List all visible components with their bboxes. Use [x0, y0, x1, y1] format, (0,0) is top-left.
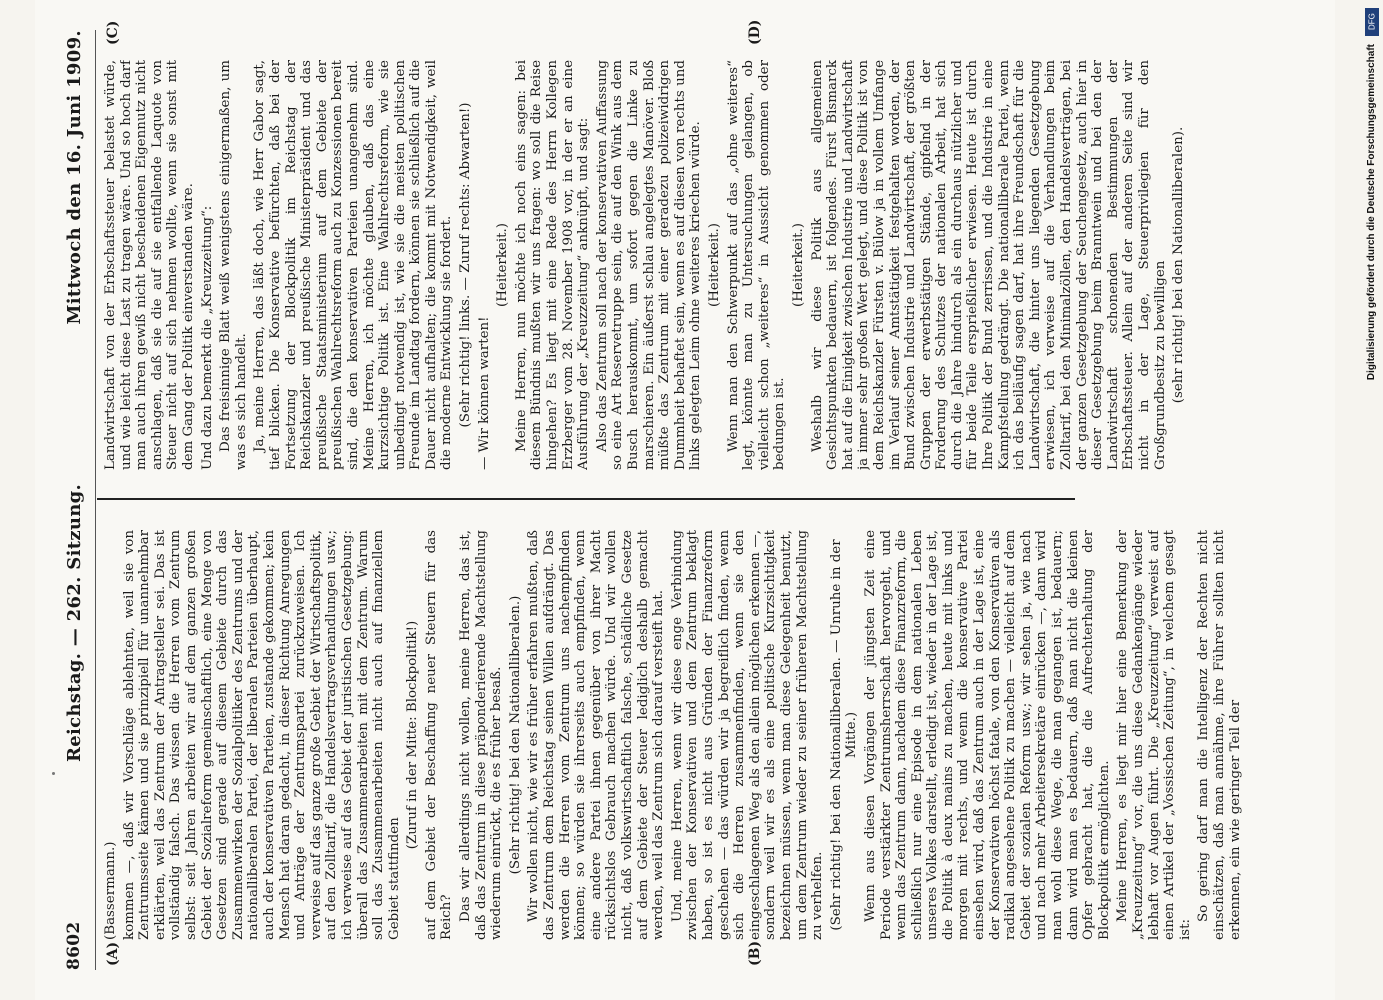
paragraph: Und dazu bemerkt die „Kreuzzeitung“:: [199, 205, 215, 470]
page-header: [53, 30, 95, 970]
paragraph: Weshalb wir diese Politik aus allgemeinen Gesichtspunkten bedauern, ist folgendes. Fürst Bismarck hat auf die Einigkeit zwischen Industrie und Landwirtschaft ja immer sehr großen Wert gelegt, und diese Politik ist von dem Reichskanzler Fürsten v. Bülow ja in vollem Umfange im Verlauf seiner Amtstätigkeit festgehalten worden, der Bund zwischen Industrie und Landwirtschaft, der größten Gruppen der erwerbstätigen Stände, gipfelnd in der Forderung des Schutzes der nationalen Arbeit, hat sich durch die Jahre hindurch als ein durchaus nützlicher und für beide Teile ersprießlicher erwiesen. Heute ist durch Ihre Politik der Bund zerrissen, und die Industrie in eine Kampfstellung gedrängt. Die nationalliberale Partei, wenn ich das beiläufig sagen darf, hat ihre Freundschaft für die Landwirtschaft, die hinter uns liegenden Gesetzgebung erwiesen, ich verweise auf die Verhandlungen beim Zolltarif, bei den Minimalzöllen, den Handelsverträgen, bei der ganzen Gesetzgebung der Seuchengesetz, auch hier in dieser Gesetzgebung beim Branntwein und bei den der Landwirtschaft schonenden Bestimmungen der Erbschaftssteuer. Allein auf der anderen Seite sind wir nicht in der Lage, Steuerprivilegien für den Großgrundbesitz zu bewilligen: [809, 60, 1168, 470]
column-divider: [97, 498, 1075, 500]
right-text-column: [103, 60, 1315, 470]
paragraph: Das wir allerdings nicht wollen, meine Herren, das ist, daß das Zentrum in diese präponderierende Machtstellung wiederum einrückt, die es früher besaß.: [458, 530, 505, 940]
paragraph: Wenn aus diesen Vorgängen der jüngsten Zeit eine Periode verstärkter Zentrumsherrschaft hervorgeht, und wenn das Zentrum dann, nachdem diese Finanzreform, die schließlich nur eine Episode in dem nationalen Leben unseres Volkes darstellt, erledigt ist, wieder in der Lage ist, die Politik à deux mains zu machen, heute mit links und morgen mit rechts, und wenn die konservative Partei einsehen wird, daß das Zentrum auch in der Lage ist, eine der Konservativen höchst fatale, von den Konservativen als radikal angesehene Politik zu machen — vielleicht auf dem Gebiet der sozialen Reform usw.; wir sehen ja, wie nach und nach mehr Arbeitersekretäre einrücken —, dann wird man wohl diese Wege, die man gegangen ist, bedauern; dann wird man es bedauern, daß man nicht die kleinen Opfer gebracht hat, die die Aufrechterhaltung der Blockpolitik ermöglichten.: [862, 530, 1112, 940]
interjection: (Sehr richtig! bei den Nationalliberalen. — Unruhe in der Mitte.): [828, 539, 860, 931]
paragraph: Wenn man den Schwerpunkt auf das „ohne weiteres“ legt, könnte man zu Untersuchungen gelangen, ob vielleicht schon „weiteres“ in Aussicht genommen oder bedungen ist.: [725, 60, 788, 470]
paragraph: Und, meine Herren, wenn wir diese enge Verbindung zwischen der Konservativen und dem Zentrum beklagt haben, so ist es nicht aus Gründen der Finanzreform geschehen — das würden wir ja begreiflich finden, wenn sich die Herren zusammenfinden, wenn sie den eingeschlagenen Weg als den allein möglichen erkennen —, sondern weil wir es als eine politische Kurzsichtigkeit bezeichnen müssen, wenn man diese Gelegenheit benutzt, um dem Zentrum wieder zu seiner früheren Machtstellung zu verhelfen.: [669, 530, 826, 940]
margin-mark-d: (D): [747, 19, 763, 45]
paragraph: kommen —, daß wir Vorschläge ablehnten, weil sie von Zentrumsseite kämen und sie prinzipiell für unannehmbar erklärten, weil das Zentrum der Antragsteller sei. Das ist vollständig falsch. Das wissen die Herren vom Zentrum selbst: seit Jahren arbeiten wir auf dem ganzen großen Gebiet der Sozialreform gemeinschaftlich, eine Menge von Gesetzen sind gerade auf diesem Gebiete durch das Zusammenwirken der Sozialpolitiker des Zentrums und der nationalliberalen Partei, der liberalen Parteien überhaupt, auch der konservativen Parteien, zustande gekommen; kein Mensch hat daran gedacht, in dieser Richtung Anregungen und Anträge der Zentrumspartei zurückzuweisen. Ich verweise auf das ganze große Gebiet der Wirtschaftspolitik, auf den Zolltarif, die Handelsvertragsverhandlungen usw.; ich verweise auf das Gebiet der juristischen Gesetzgebung: überall das Zusammenarbeiten mit dem Zentrum. Warum soll das Zusammenarbeiten nicht auch auf finanziellem Gebiet stattfinden: [121, 530, 402, 940]
interjection: (Heiterkeit.): [706, 223, 722, 307]
rotated-document-page: [35, 0, 1335, 1000]
margin-mark-b: (B): [747, 940, 763, 966]
margin-mark-a: (A): [105, 941, 121, 966]
paragraph: Ja, meine Herren, das läßt doch, wie Herr Gabor sagt, tief blicken. Die Konservative befürchten, daß bei der Fortsetzung der Blockpolitik im Reichstag der Reichskanzler und preußische Ministerpräsident und das preußische Staatsministerium auf dem Gebiete der preußischen Wahlrechtsreform auch zu Konzessionen bereit sind, die den konservativen Parteien unangenehm sind. Meine Herren, ich möchte glauben, daß das eine kurzsichtige Politik ist. Eine Wahlrechtsreform, wie sie unbedingt notwendig ist, wie sie die meisten politischen Freunde im Landtag fordern, können sie schließlich auf die Dauer nicht aufhalten; die kommt mit Notwendigkeit, weil die moderne Entwicklung sie fordert.: [252, 60, 455, 470]
header-rule: [95, 30, 96, 970]
paragraph: Meine Herren, nun möchte ich noch eins sagen: bei diesem Bündnis mußten wir uns fragen: wo soll die Reise hingehen? Es liegt mit eine Rede des Herrn Kollegen Erzberger vom 28. November 1908 vor, in der er an eine Ausführung der „Kreuzzeitung“ anknüpft, und sagt:: [513, 60, 592, 470]
left-text-column: [103, 530, 1315, 940]
paragraph: Also das Zentrum soll nach der konservativen Auffassung so eine Art Reservetruppe sein, die auf den Wink aus dem Busch herauskommt, um sofort gegen die Linke zu marschieren. Ein äußerst schlau angelegtes Manöver. Bloß müßte das Zentrum mit einer geradezu polizeiwidrigen Dummheit behaftet sein, wenn es auf diesen von rechts und links gelegten Leim ohne weiteres kriechen würde.: [594, 60, 704, 470]
interjection: (Sehr richtig! bei den Nationalliberalen.): [507, 595, 523, 875]
page-number: 8602: [64, 921, 84, 970]
dfg-logo: DFG: [1365, 8, 1379, 36]
interjection: (Heiterkeit.): [495, 223, 511, 307]
paragraph: — Wir können warten!: [476, 316, 492, 470]
paragraph: Wir wollen nicht, wie wir es früher erfahren mußten, daß das Zentrum dem Reichstag seinen Willen aufdrängt. Das werden die Herren vom Zentrum uns nachempfinden können; so würden sie ihrerseits auch empfinden, wenn eine andere Partei ihnen gegenüber von ihrer Macht rücksichtslos Gebrauch machen würde. Und wir wollen nicht, daß volkswirtschaftlich falsche, schädliche Gesetze auf dem Gebiete der Steuer lediglich deshalb gemacht werden, weil das Zentrum sich darauf versteift hat.: [526, 530, 667, 940]
session-title: Reichstag. — 262. Sitzung.: [63, 483, 85, 763]
paragraph: So gering darf man die Intelligenz der Rechten nicht einschätzen, daß man annähme, ihre Führer sollten nicht erkennen, ein wie geringer Teil der: [1196, 530, 1243, 940]
interjection: (sehr richtig! bei den Nationalliberalen).: [1171, 126, 1187, 404]
session-date: Mittwoch den 16. Juni 1909.: [63, 30, 85, 325]
paragraph: Meine Herren, es liegt mir hier eine Bemerkung der „Kreuzzeitung“ vor, die uns diese Gedankengänge wieder lebhaft vor Augen führt. Die „Kreuzzeitung“ verweist auf einen Artikel der „Vossischen Zeitung“, in welchem gesagt ist:: [1115, 530, 1193, 940]
interjection: (Heiterkeit.): [790, 223, 806, 307]
paragraph: (Bassermann.): [103, 841, 118, 940]
paragraph: Landwirtschaft von der Erbschaftssteuer belastet würde, und wie leicht diese Last zu tragen wäre. Und so hoch darf man auch ihren gewiß nicht bescheidenen Eigennutz nicht anschlagen, daß sie die auf sie entfallende Laquote von Steuer nicht auf sich nehmen wollte, wenn sie sonst mit dem Gang der Politik einverstanden wäre.: [103, 60, 196, 470]
paragraph: Das freisinnige Blatt weiß wenigstens einigermaßen, um was es sich handelt.: [218, 60, 249, 470]
interjection: (Zuruf in der Mitte: Blockpolitik!): [405, 620, 421, 850]
paragraph: auf dem Gebiet der Beschaffung neuer Steuern für das Reich?: [423, 530, 455, 940]
scan-speck: [52, 772, 55, 775]
digitization-credit: Digitalisierung gefördert durch die Deutsche Forschungsgemeinschaft: [1366, 44, 1377, 381]
interjection: (Sehr richtig! links. — Zuruf rechts: Abwarten!): [458, 102, 474, 428]
margin-mark-c: (C): [105, 20, 121, 45]
